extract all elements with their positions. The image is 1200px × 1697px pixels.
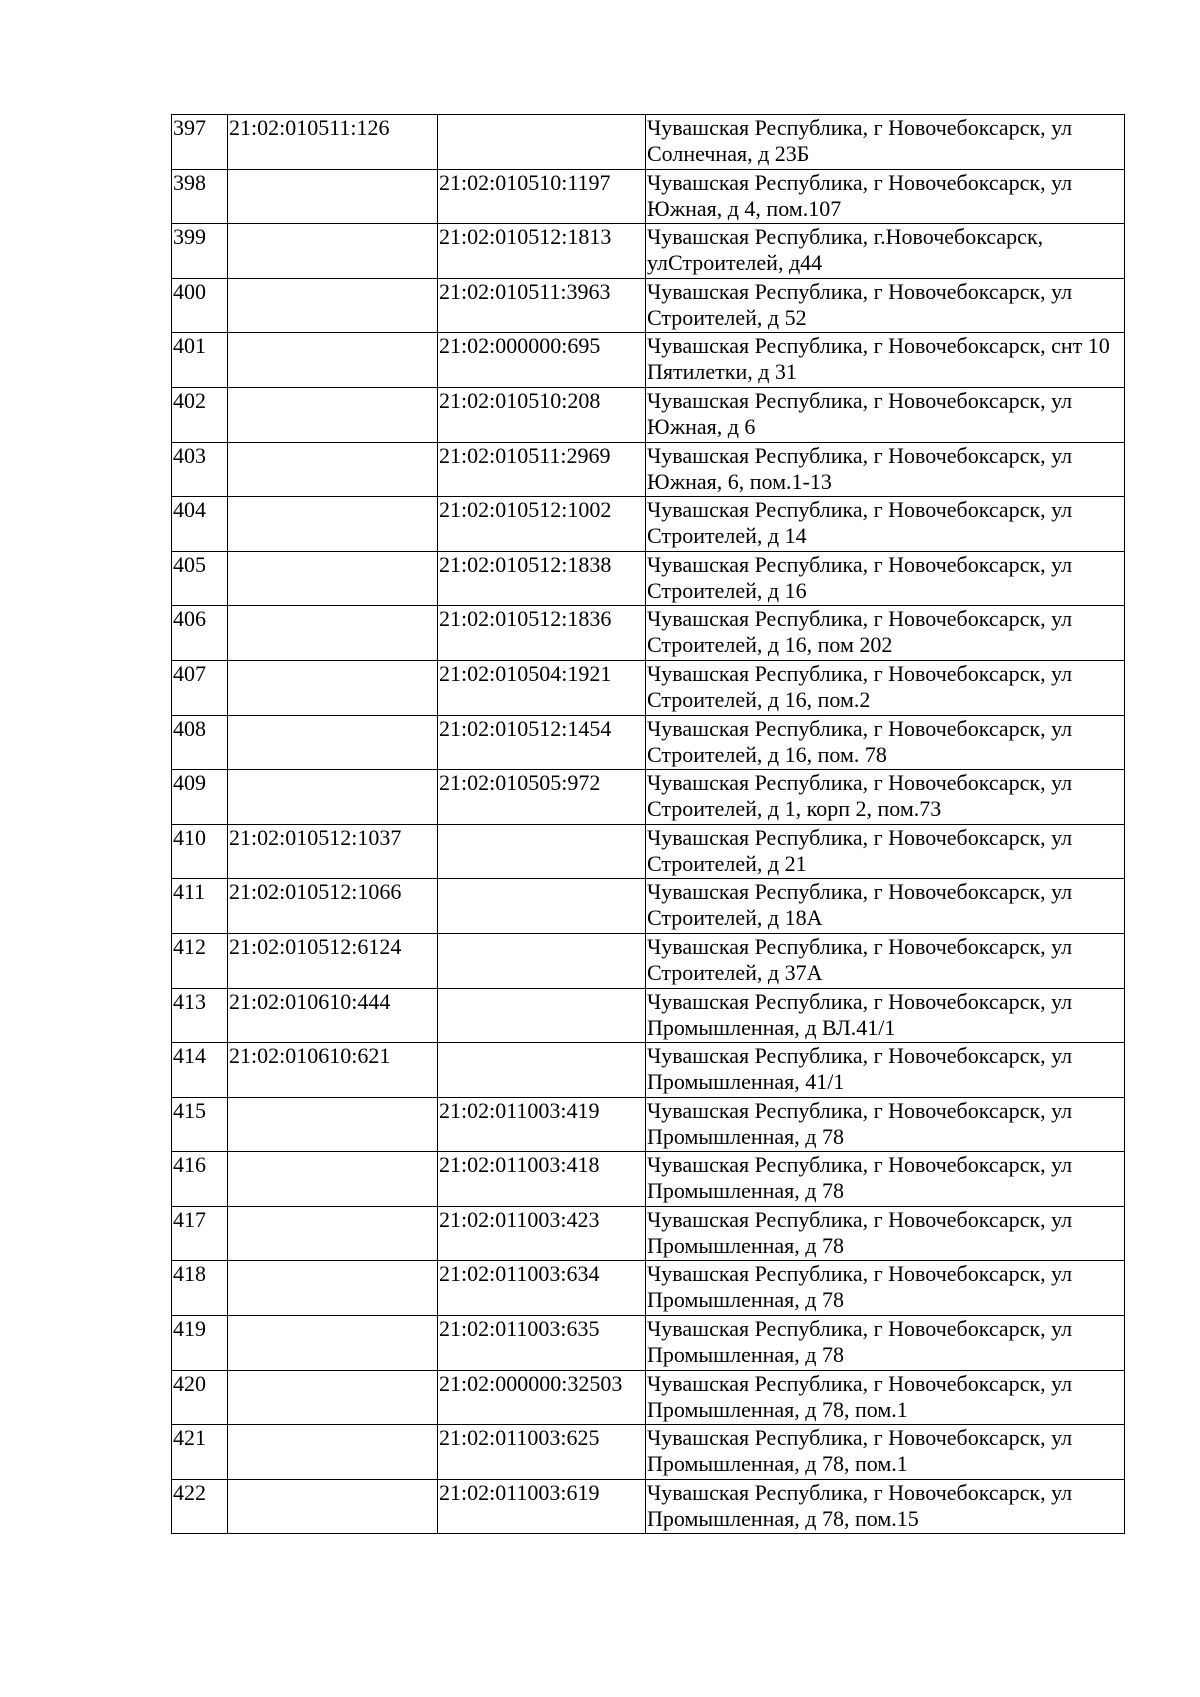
address-cell: Чувашская Республика, г Новочебоксарск, ул Строителей, д 21 [646, 824, 1125, 879]
cadastral-land-cell [228, 770, 438, 825]
cadastral-land-cell [228, 1370, 438, 1425]
cadastral-object-cell [438, 1043, 646, 1098]
row-number-cell: 412 [172, 933, 228, 988]
cadastral-land-cell [228, 1316, 438, 1371]
row-number-cell: 408 [172, 715, 228, 770]
address-cell: Чувашская Республика, г Новочебоксарск, ул Промышленная, д 78, пом.15 [646, 1479, 1125, 1534]
cadastral-land-cell [228, 1425, 438, 1480]
cadastral-object-cell: 21:02:000000:695 [438, 333, 646, 388]
cadastral-land-cell: 21:02:010512:1037 [228, 824, 438, 879]
table-row [172, 1043, 1125, 1098]
address-cell: Чувашская Республика, г Новочебоксарск, ул Строителей, д 16, пом.2 [646, 660, 1125, 715]
row-number-cell: 416 [172, 1152, 228, 1207]
cadastral-object-cell: 21:02:010512:1836 [438, 606, 646, 661]
cadastral-land-cell [228, 1152, 438, 1207]
row-number-cell: 420 [172, 1370, 228, 1425]
address-cell: Чувашская Республика, г Новочебоксарск, ул Строителей, д 18А [646, 879, 1125, 934]
cadastral-object-cell [438, 988, 646, 1043]
table-row [172, 169, 1125, 224]
row-number-cell: 422 [172, 1479, 228, 1534]
table-row [172, 278, 1125, 333]
table-row [172, 770, 1125, 825]
table-row [172, 660, 1125, 715]
cadastral-object-cell [438, 115, 646, 170]
row-number-cell: 409 [172, 770, 228, 825]
row-number-cell: 410 [172, 824, 228, 879]
address-cell: Чувашская Республика, г Новочебоксарск, ул Промышленная, д 78, пом.1 [646, 1425, 1125, 1480]
table-row [172, 551, 1125, 606]
address-cell: Чувашская Республика, г Новочебоксарск, ул Строителей, д 14 [646, 497, 1125, 552]
cadastral-land-cell: 21:02:010512:1066 [228, 879, 438, 934]
cadastral-land-cell [228, 442, 438, 497]
cadastral-land-cell: 21:02:010512:6124 [228, 933, 438, 988]
cadastral-object-cell: 21:02:011003:419 [438, 1097, 646, 1152]
cadastral-land-cell [228, 387, 438, 442]
cadastral-land-cell [228, 224, 438, 279]
address-cell: Чувашская Республика, г Новочебоксарск, ул Промышленная, д 78 [646, 1316, 1125, 1371]
cadastral-land-cell [228, 1097, 438, 1152]
table-row [172, 1152, 1125, 1207]
cadastral-object-cell: 21:02:010512:1454 [438, 715, 646, 770]
cadastral-object-cell [438, 824, 646, 879]
row-number-cell: 402 [172, 387, 228, 442]
address-cell: Чувашская Республика, г Новочебоксарск, ул Строителей, д 37А [646, 933, 1125, 988]
table-row [172, 1097, 1125, 1152]
cadastral-land-cell [228, 497, 438, 552]
address-cell: Чувашская Республика, г Новочебоксарск, ул Промышленная, д 78 [646, 1206, 1125, 1261]
cadastral-land-cell [228, 551, 438, 606]
row-number-cell: 407 [172, 660, 228, 715]
address-cell: Чувашская Республика, г Новочебоксарск, ул Южная, д 6 [646, 387, 1125, 442]
cadastral-land-cell [228, 1479, 438, 1534]
cadastral-object-cell [438, 933, 646, 988]
row-number-cell: 415 [172, 1097, 228, 1152]
cadastral-land-cell [228, 715, 438, 770]
row-number-cell: 403 [172, 442, 228, 497]
address-cell: Чувашская Республика, г Новочебоксарск, снт 10 Пятилетки, д 31 [646, 333, 1125, 388]
table-row [172, 606, 1125, 661]
cadastral-object-cell: 21:02:010511:3963 [438, 278, 646, 333]
cadastral-object-cell: 21:02:011003:625 [438, 1425, 646, 1480]
cadastral-land-cell [228, 1206, 438, 1261]
table-row [172, 442, 1125, 497]
cadastral-object-cell: 21:02:010512:1002 [438, 497, 646, 552]
table-row [172, 1479, 1125, 1534]
cadastral-object-cell: 21:02:011003:634 [438, 1261, 646, 1316]
row-number-cell: 418 [172, 1261, 228, 1316]
table-row [172, 933, 1125, 988]
cadastral-object-cell: 21:02:000000:32503 [438, 1370, 646, 1425]
address-cell: Чувашская Республика, г Новочебоксарск, ул Южная, д 4, пом.107 [646, 169, 1125, 224]
row-number-cell: 398 [172, 169, 228, 224]
cadastral-land-cell: 21:02:010610:621 [228, 1043, 438, 1098]
cadastral-object-cell: 21:02:011003:418 [438, 1152, 646, 1207]
cadastral-land-cell: 21:02:010511:126 [228, 115, 438, 170]
cadastral-object-cell: 21:02:010505:972 [438, 770, 646, 825]
table-row [172, 387, 1125, 442]
cadastral-land-cell [228, 660, 438, 715]
row-number-cell: 414 [172, 1043, 228, 1098]
address-cell: Чувашская Республика, г Новочебоксарск, ул Строителей, д 1, корп 2, пом.73 [646, 770, 1125, 825]
cadastral-object-cell: 21:02:010504:1921 [438, 660, 646, 715]
cadastral-object-cell: 21:02:011003:423 [438, 1206, 646, 1261]
row-number-cell: 413 [172, 988, 228, 1043]
row-number-cell: 404 [172, 497, 228, 552]
property-registry-table [171, 114, 1125, 1534]
cadastral-land-cell [228, 333, 438, 388]
table-row [172, 879, 1125, 934]
cadastral-land-cell [228, 169, 438, 224]
cadastral-land-cell [228, 1261, 438, 1316]
table-row [172, 715, 1125, 770]
row-number-cell: 397 [172, 115, 228, 170]
address-cell: Чувашская Республика, г Новочебоксарск, ул Промышленная, д 78 [646, 1152, 1125, 1207]
cadastral-land-cell [228, 606, 438, 661]
cadastral-object-cell: 21:02:010510:208 [438, 387, 646, 442]
cadastral-land-cell [228, 278, 438, 333]
cadastral-object-cell: 21:02:010511:2969 [438, 442, 646, 497]
address-cell: Чувашская Республика, г Новочебоксарск, ул Промышленная, д 78 [646, 1261, 1125, 1316]
cadastral-object-cell: 21:02:010510:1197 [438, 169, 646, 224]
address-cell: Чувашская Республика, г Новочебоксарск, ул Промышленная, д 78, пом.1 [646, 1370, 1125, 1425]
row-number-cell: 421 [172, 1425, 228, 1480]
address-cell: Чувашская Республика, г Новочебоксарск, ул Промышленная, 41/1 [646, 1043, 1125, 1098]
table-row [172, 1425, 1125, 1480]
row-number-cell: 411 [172, 879, 228, 934]
table-row [172, 333, 1125, 388]
table-row [172, 1206, 1125, 1261]
row-number-cell: 400 [172, 278, 228, 333]
address-cell: Чувашская Республика, г Новочебоксарск, ул Строителей, д 16, пом 202 [646, 606, 1125, 661]
table-row [172, 1261, 1125, 1316]
address-cell: Чувашская Республика, г Новочебоксарск, ул Строителей, д 16, пом. 78 [646, 715, 1125, 770]
table-row [172, 115, 1125, 170]
cadastral-object-cell: 21:02:010512:1838 [438, 551, 646, 606]
row-number-cell: 406 [172, 606, 228, 661]
row-number-cell: 405 [172, 551, 228, 606]
cadastral-object-cell [438, 879, 646, 934]
address-cell: Чувашская Республика, г.Новочебоксарск, улСтроителей, д44 [646, 224, 1125, 279]
row-number-cell: 419 [172, 1316, 228, 1371]
address-cell: Чувашская Республика, г Новочебоксарск, ул Промышленная, д ВЛ.41/1 [646, 988, 1125, 1043]
row-number-cell: 401 [172, 333, 228, 388]
address-cell: Чувашская Республика, г Новочебоксарск, ул Промышленная, д 78 [646, 1097, 1125, 1152]
row-number-cell: 399 [172, 224, 228, 279]
cadastral-land-cell: 21:02:010610:444 [228, 988, 438, 1043]
address-cell: Чувашская Республика, г Новочебоксарск, ул Строителей, д 16 [646, 551, 1125, 606]
row-number-cell: 417 [172, 1206, 228, 1261]
table-row [172, 1370, 1125, 1425]
table-row [172, 824, 1125, 879]
address-cell: Чувашская Республика, г Новочебоксарск, ул Строителей, д 52 [646, 278, 1125, 333]
table-row [172, 988, 1125, 1043]
registry-table-body [172, 115, 1125, 1534]
table-row [172, 224, 1125, 279]
table-row [172, 1316, 1125, 1371]
cadastral-object-cell: 21:02:010512:1813 [438, 224, 646, 279]
table-row [172, 497, 1125, 552]
cadastral-object-cell: 21:02:011003:619 [438, 1479, 646, 1534]
address-cell: Чувашская Республика, г Новочебоксарск, ул Солнечная, д 23Б [646, 115, 1125, 170]
cadastral-object-cell: 21:02:011003:635 [438, 1316, 646, 1371]
address-cell: Чувашская Республика, г Новочебоксарск, ул Южная, 6, пом.1-13 [646, 442, 1125, 497]
